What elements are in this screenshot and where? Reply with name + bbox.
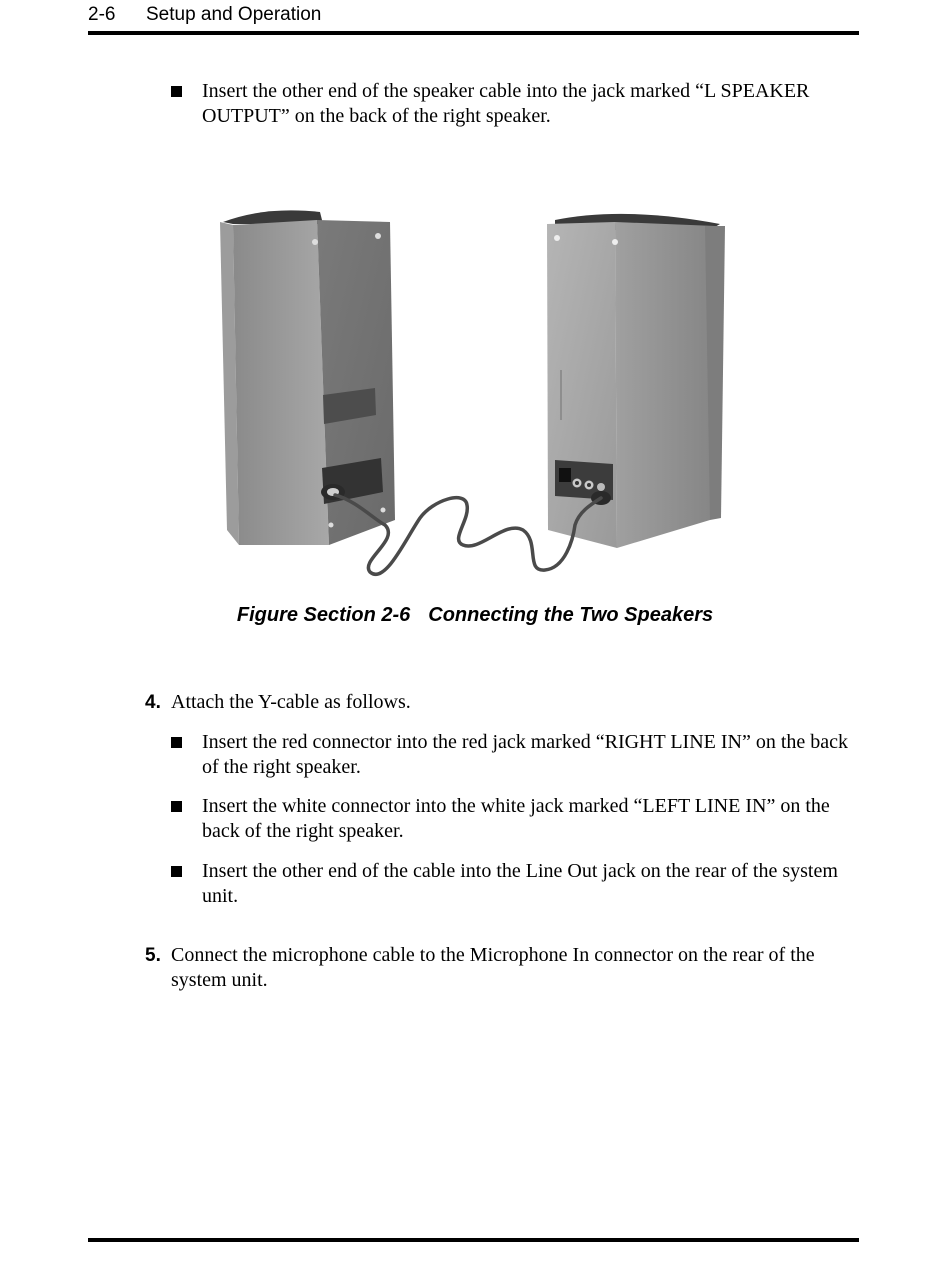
header-rule xyxy=(88,31,859,35)
step-text: Attach the Y-cable as follows. xyxy=(171,691,411,713)
bullet-item xyxy=(171,79,851,129)
step-item xyxy=(145,690,855,715)
bullet-item xyxy=(171,730,851,780)
step-number: 4. xyxy=(145,692,161,713)
bullet-text: Insert the white connector into the white jack marked “LEFT LINE IN” on the back of the right speaker. xyxy=(202,795,830,842)
bullet-square-icon xyxy=(171,737,182,748)
figure-title: Connecting the Two Speakers xyxy=(428,604,714,626)
step-number: 5. xyxy=(145,945,161,966)
bullet-text: Insert the other end of the cable into the Line Out jack on the rear of the system unit. xyxy=(202,860,838,907)
left-speaker xyxy=(220,210,395,545)
section-title: Setup and Operation xyxy=(146,4,322,25)
bullet-square-icon xyxy=(171,86,182,97)
speakers-svg xyxy=(205,200,745,585)
figure-label: Figure Section 2-6 xyxy=(236,604,411,626)
bullet-item xyxy=(171,794,851,844)
bullet-square-icon xyxy=(171,866,182,877)
step-text: Connect the microphone cable to the Microphone In connector on the rear of the system unit. xyxy=(171,944,815,991)
page-header xyxy=(88,3,859,27)
page-number: 2-6 xyxy=(88,4,116,25)
bullet-text: Insert the other end of the speaker cable into the jack marked “L SPEAKER OUTPUT” on the back of the right speaker. xyxy=(202,80,810,127)
footer-rule xyxy=(88,1238,859,1242)
bullet-text: Insert the red connector into the red jack marked “RIGHT LINE IN” on the back of the right speaker. xyxy=(202,731,849,778)
step-item xyxy=(145,943,855,993)
bullet-item xyxy=(171,859,851,909)
speakers-illustration xyxy=(205,200,745,585)
bullet-square-icon xyxy=(171,801,182,812)
right-speaker xyxy=(547,214,725,548)
figure-caption xyxy=(0,603,950,627)
